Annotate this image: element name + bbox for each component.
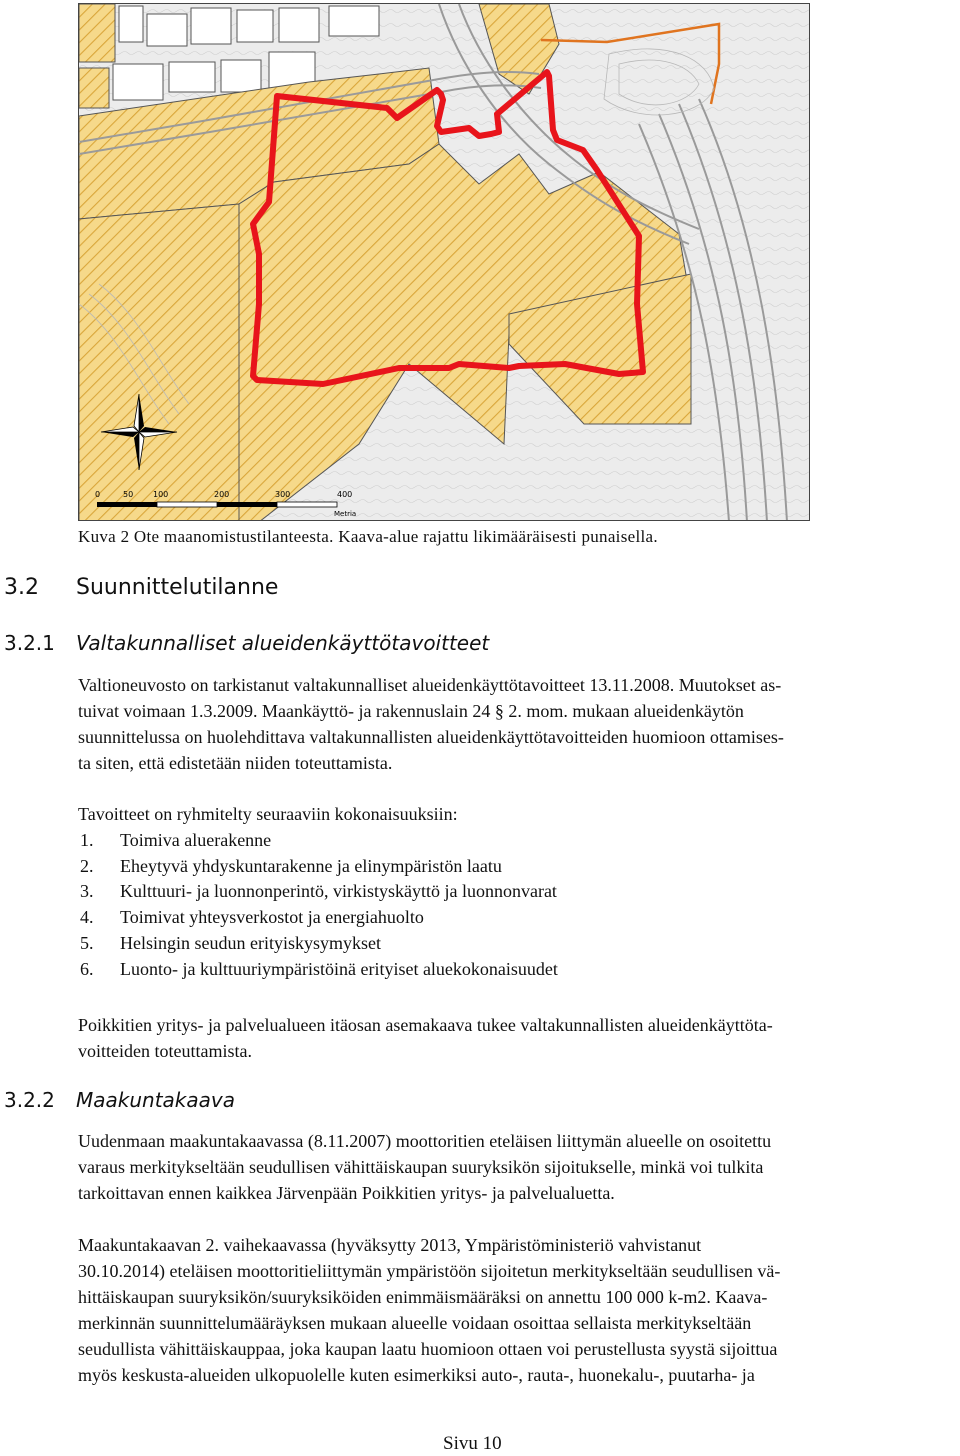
scale-label-50: 50 [123,490,134,499]
paragraph-regional-plan-phase2 [78,1232,958,1388]
section-heading-3-2-1 [4,631,489,655]
text-line: Poikkitien yritys- ja palvelualueen itäosan asemakaava tukee valtakunnallisten alueidenkäyttöta- [78,1015,773,1035]
text-line: voitteiden toteuttamista. [78,1041,252,1061]
list-item: 1. Toimiva aluerakenne [80,829,272,850]
text-line: Uudenmaan maakuntakaavassa (8.11.2007) moottoritien eteläisen liittymän alueelle on osoitettu [78,1131,772,1151]
text-line: Maakuntakaavan 2. vaihekaavassa (hyväksytty 2013, Ympäristöministeriö vahvistanut [78,1235,702,1255]
text-line: tarkoittavan ennen kaikkea Järvenpään Poikkitien yritys- ja palvelualuetta. [78,1183,615,1203]
text-line: tuivat voimaan 1.3.2009. Maankäyttö- ja rakennuslain 24 § 2. mom. mukaan alueidenkäytön [78,701,744,721]
list-item: 4. Toimivat yhteysverkostot ja energiahuolto [80,907,424,928]
section-heading-3-2-2 [4,1088,235,1112]
section-title: Valtakunnalliset alueidenkäyttötavoitteet [76,631,490,655]
section-number: 3.2.2 [4,1088,55,1112]
scale-label-400: 400 [337,490,353,499]
section-number: 3.2.1 [4,631,55,655]
section-number: 3.2 [4,575,39,600]
section-title: Maakuntakaava [76,1088,235,1112]
page-number: Sivu 10 [443,1433,502,1454]
text-line: seudullista vähittäiskauppaa, joka kaupan laatu huomioon ottaen voi perustellusta syystä sijoittua [78,1339,778,1359]
land-ownership-map [79,4,810,521]
text-line: Valtioneuvosto on tarkistanut valtakunnalliset alueidenkäyttötavoitteet 13.11.2008. Muutokset as- [78,675,782,695]
zone-left-lower [79,204,239,521]
text-line: ta siten, että edistetään niiden toteuttamista. [78,753,393,773]
paragraph-plan-support [78,1012,958,1064]
list-intro: Tavoitteet on ryhmitelty seuraaviin kokonaisuuksiin: [78,804,458,824]
paragraph-regional-plan [78,1128,958,1206]
scale-label-100: 100 [153,490,169,499]
text-line: suunnittelussa on huolehdittava valtakunnallisten alueidenkäyttötavoitteiden huomioon ottamises- [78,727,784,747]
text-line: 30.10.2014) eteläisen moottoritieliittymän ympäristöön sijoitetun merkitykseltään seudullisen vä- [78,1261,781,1281]
scale-label-200: 200 [214,490,230,499]
paragraph-national-goals [78,672,958,776]
list-item: 5. Helsingin seudun erityiskysymykset [80,932,381,953]
scale-label-300: 300 [275,490,291,499]
text-line: varaus merkitykseltään seudullisen vähittäiskaupan suuryksikön sijoitukselle, minkä voi tulkita [78,1157,764,1177]
text-line: myös keskusta-alueiden ulkopuolelle kuten esimerkiksi auto-, rauta-, huonekalu-, puutarha- ja [78,1365,755,1385]
figure-caption: Kuva 2 Ote maanomistustilanteesta. Kaava-alue rajattu likimääräisesti punaisella. [78,527,658,546]
section-title: Suunnittelutilanne [76,575,279,600]
list-item: 3. Kulttuuri- ja luonnonperintö, virkistyskäyttö ja luonnonvarat [80,881,557,902]
list-item: 6. Luonto- ja kulttuuriympäristöinä erityiset aluekokonaisuudet [80,958,558,979]
section-heading-3-2 [4,575,278,600]
text-line: hittäiskaupan suuryksikön/suuryksiköiden enimmäismääräksi on annettu 100 000 k-m2. Kaava- [78,1287,768,1307]
text-line: merkinnän suunnittelumääräyksen mukaan alueelle voidaan osoittaa sellaista merkitykseltään [78,1313,752,1333]
map-figure [78,3,810,521]
goals-list [78,802,558,983]
map-credit: Metria [334,510,357,518]
list-item: 2. Eheytyvä yhdyskuntarakenne ja elinympäristön laatu [80,855,502,876]
scale-label-0: 0 [95,490,101,499]
